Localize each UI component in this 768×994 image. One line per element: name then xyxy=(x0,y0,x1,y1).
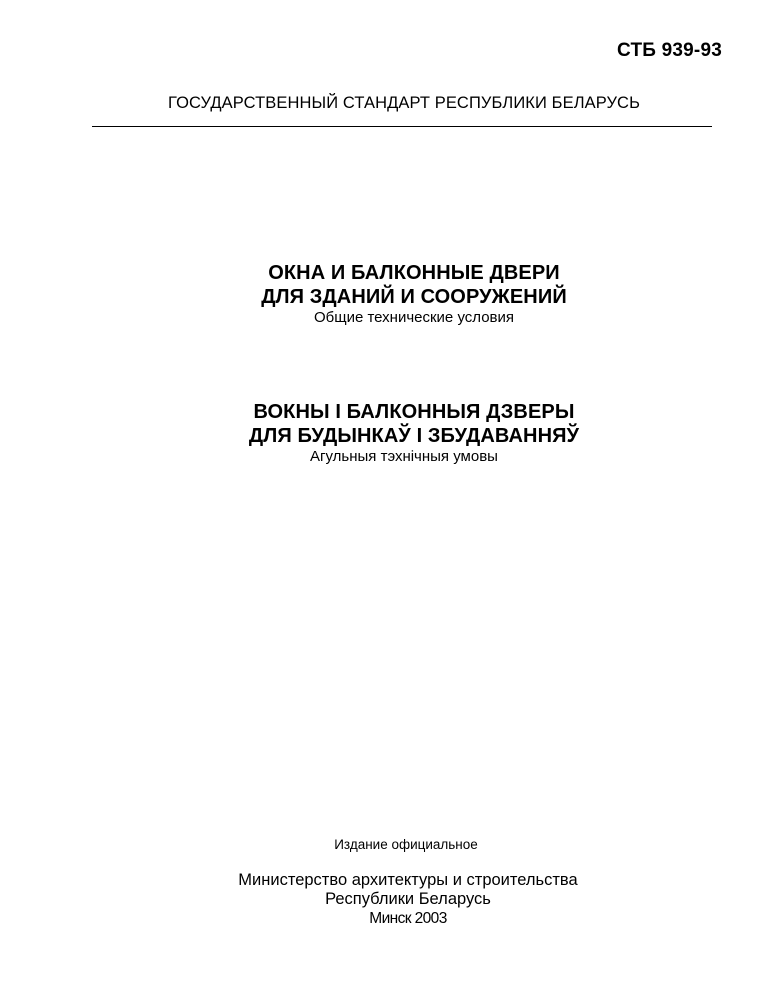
publisher-line-1: Министерство архитектуры и строительства xyxy=(238,871,578,889)
state-standard-heading: ГОСУДАРСТВЕННЫЙ СТАНДАРТ РЕСПУБЛИКИ БЕЛАРУСЬ xyxy=(168,94,640,112)
publisher-block xyxy=(0,871,768,928)
title-ru-line-1: ОКНА И БАЛКОННЫЕ ДВЕРИ xyxy=(268,262,560,284)
edition-note: Издание официальное xyxy=(334,837,478,852)
standard-number: СТБ 939-93 xyxy=(617,40,722,61)
title-block-russian xyxy=(0,261,768,327)
header-divider xyxy=(92,126,712,127)
title-ru-line-2: ДЛЯ ЗДАНИЙ И СООРУЖЕНИЙ xyxy=(261,286,567,308)
title-by-line-1: ВОКНЫ І БАЛКОННЫЯ ДЗВЕРЫ xyxy=(253,401,575,423)
title-by-line-2: ДЛЯ БУДЫНКАЎ І ЗБУДАВАННЯЎ xyxy=(248,425,580,447)
title-block-belarusian xyxy=(0,400,768,466)
subtitle-ru: Общие технические условия xyxy=(313,309,515,326)
subtitle-by: Агульныя тэхнічныя умовы xyxy=(310,448,498,465)
publisher-line-2: Республики Беларусь xyxy=(325,890,491,908)
city-year: Минск 2003 xyxy=(369,910,447,927)
